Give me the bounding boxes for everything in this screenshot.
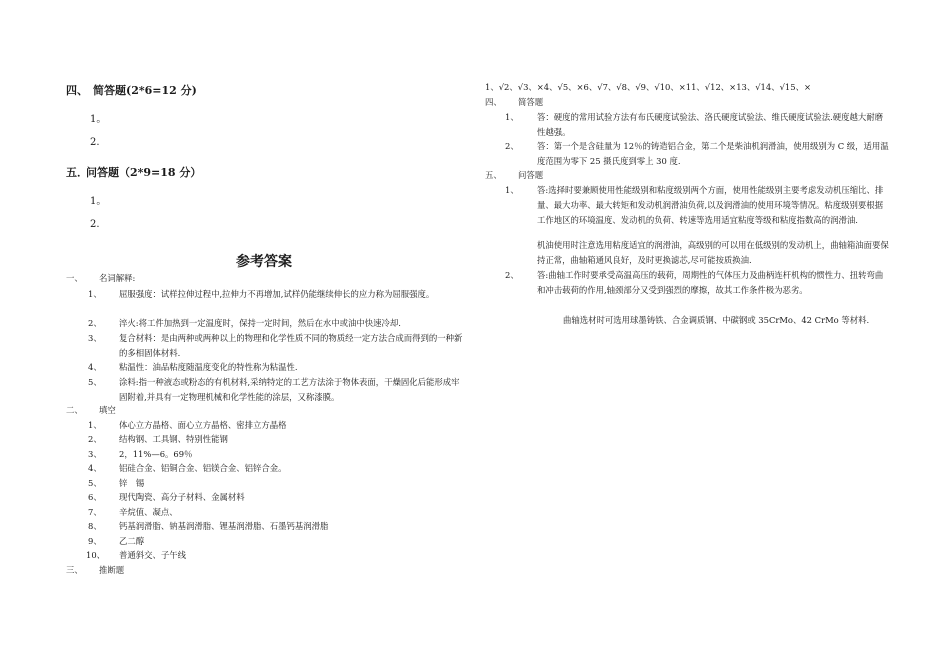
- answer-blank-4-1: 1。: [90, 114, 107, 125]
- section-4-number: 四、: [66, 84, 88, 97]
- part-5-title: 问答题: [518, 170, 544, 180]
- judgement-answers: 1、√2、√3、×4、√5、×6、√7、√8、√9、√10、×11、√12、×13、√14、√15、×: [485, 82, 811, 92]
- part-1-title: 名词解释:: [99, 273, 136, 283]
- fill-5-number: 5、: [88, 478, 102, 488]
- fill-10-number: 10、: [86, 550, 106, 560]
- fill-4-text: 铝硅合金、铝铜合金、铝镁合金、铝锌合金。: [119, 463, 287, 473]
- part-3-title: 推断题: [99, 565, 125, 575]
- fill-7-number: 7、: [88, 507, 102, 517]
- part-5-number: 五、: [485, 170, 502, 180]
- fill-4-number: 4、: [88, 463, 102, 473]
- fill-1-text: 体心立方晶格、面心立方晶格、密排立方晶格: [119, 420, 287, 430]
- fill-6-number: 6、: [88, 492, 102, 502]
- fill-9-number: 9、: [88, 536, 102, 546]
- def-5-text: 涂料:指一种液态或粉态的有机材料,采纳特定的工艺方法涂于物体表面，干燥固化后能形成牢固附着,并具有一定物理机械和化学性能的涂层，又称漆膜。: [119, 377, 460, 403]
- fill-8-text: 钙基润滑脂、钠基润滑脂、锂基润滑脂、石墨钙基润滑脂: [119, 521, 329, 531]
- def-3-number: 3、: [88, 333, 102, 343]
- short-2-text: 答：第一个是含硅量为 12％的铸造铝合金，第二个是柴油机润滑油，使用级别为 C 级，适用温度范围为零下 25 摄氏度到零上 30 度.: [537, 141, 889, 167]
- qa-1-paragraph-1: 答:选择时要兼顾使用性能级别和粘度级别两个方面，使用性能级别主要考虑发动机压缩比、排量、最大功率、最大转矩和发动机润滑油负荷,以及润滑油的使用环境等情况。粘度级别要根据工作地区的环境温度、发动机的负荷、转速等选用适宜粘度等级和粘度指数高的润滑油.: [537, 185, 884, 226]
- fill-1-number: 1、: [88, 420, 102, 430]
- part-4-title: 简答题: [518, 97, 544, 107]
- def-4-text: 粘温性：油品粘度随温度变化的特性称为粘温性.: [119, 362, 298, 372]
- def-2-number: 2、: [88, 318, 102, 328]
- fill-2-number: 2、: [88, 434, 102, 444]
- answer-key-title: 参考答案: [236, 254, 292, 270]
- qa-1-number: 1、: [505, 185, 519, 195]
- def-1-number: 1、: [88, 289, 102, 299]
- def-1-text: 屈服强度：试样拉伸过程中,拉伸力不再增加,试样仍能继续伸长的应力称为屈服强度。: [119, 289, 435, 299]
- def-5-number: 5、: [88, 377, 102, 387]
- answer-blank-5-2: 2.: [90, 219, 100, 230]
- short-2-number: 2、: [505, 141, 519, 151]
- part-2-title: 填空: [99, 405, 116, 415]
- part-3-number: 三、: [66, 565, 83, 575]
- fill-2-text: 结构钢、工具钢、特别性能钢: [119, 434, 228, 444]
- answer-blank-5-1: 1。: [90, 196, 107, 207]
- qa-1-paragraph-2: 机油使用时注意选用粘度适宜的润滑油，高级别的可以用在低级别的发动机上，曲轴箱油面要保持正常，曲轴箱通风良好，及时更换滤芯,尽可能按质换油.: [537, 240, 889, 266]
- fill-3-text: 2，11%—6。69％: [119, 449, 193, 459]
- fill-6-text: 现代陶瓷、高分子材料、金属材料: [119, 492, 245, 502]
- fill-8-number: 8、: [88, 521, 102, 531]
- def-4-number: 4、: [88, 362, 102, 372]
- def-2-text: 淬火:将工件加热到一定温度时，保持一定时间，然后在水中或油中快速冷却.: [119, 318, 401, 328]
- answer-blank-4-2: 2.: [90, 137, 100, 148]
- short-1-text: 答：硬度的常用试验方法有布氏硬度试验法、洛氏硬度试验法、维氏硬度试验法.硬度越大耐磨性越强。: [537, 112, 884, 138]
- fill-5-text: 锌 锡: [119, 478, 145, 488]
- fill-7-text: 辛烷值、凝点、: [119, 507, 178, 517]
- fill-10-text: 普通斜交、子午线: [119, 550, 186, 560]
- short-1-number: 1、: [505, 112, 519, 122]
- def-3-text: 复合材料：是由两种或两种以上的物理和化学性质不同的物质经一定方法合成而得到的一种新的多相固体材料.: [119, 333, 463, 359]
- part-4-number: 四、: [485, 97, 502, 107]
- qa-2-number: 2、: [505, 270, 519, 280]
- fill-9-text: 乙二醇: [119, 536, 145, 546]
- part-1-number: 一、: [66, 273, 83, 283]
- section-5-number: 五．: [66, 166, 88, 179]
- fill-3-number: 3、: [88, 449, 102, 459]
- qa-2-paragraph-2: 曲轴选材时可选用球墨铸铁、合金调质钢、中碳钢或 35CrMo、42 CrMo 等材料.: [563, 315, 870, 325]
- qa-2-paragraph-1: 答:曲轴工作时要承受高温高压的载荷，周期性的气体压力及曲柄连杆机构的惯性力、扭转弯曲和冲击载荷的作用,轴颈部分又受到强烈的摩擦，故其工作条件极为恶劣。: [537, 270, 884, 296]
- section-5-title: 问答题（2*9=18 分）: [86, 166, 202, 179]
- section-4-title: 简答题(2*6=12 分): [93, 84, 197, 97]
- part-2-number: 二、: [66, 405, 83, 415]
